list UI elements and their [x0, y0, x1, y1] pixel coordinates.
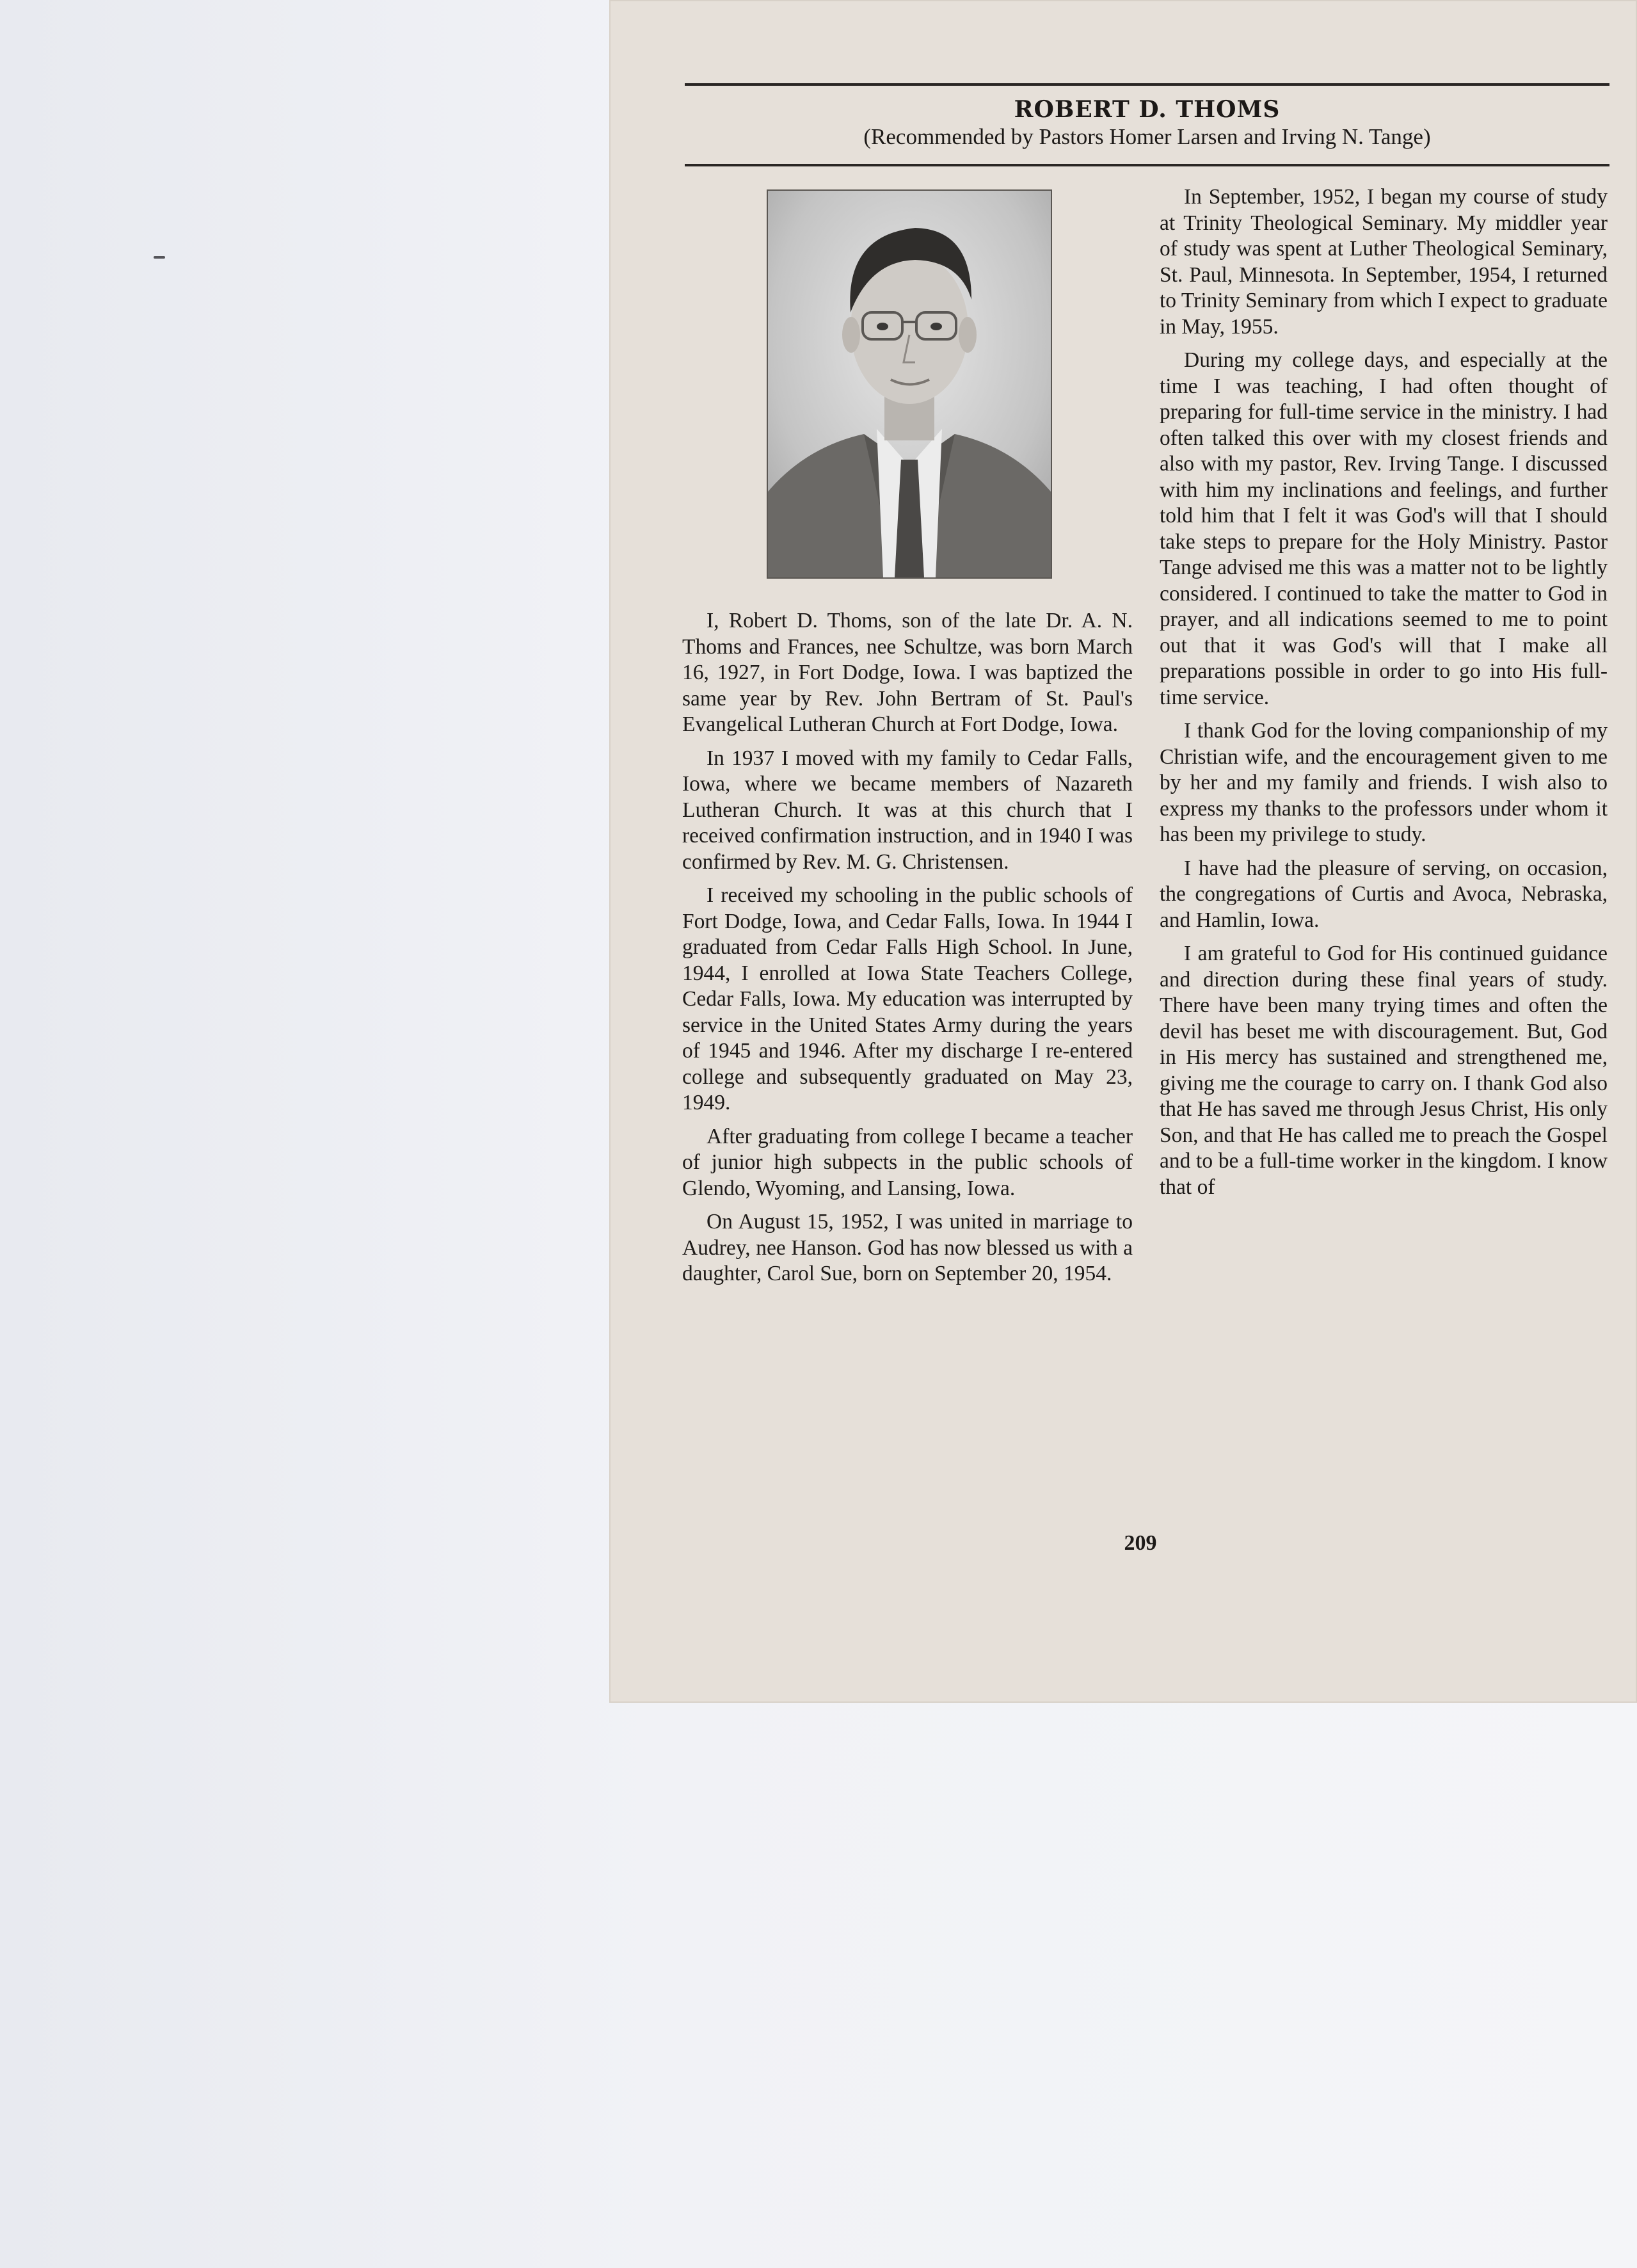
paragraph: In 1937 I moved with my family to Cedar Falls, Iowa, where we became members of Nazareth Lutheran Church. It was at this church that I received confirmation instruction, and in 1940 I was confirmed by Rev. M. G. Christensen.: [682, 746, 1133, 874]
paragraph: I received my schooling in the public schools of Fort Dodge, Iowa, and Cedar Falls, Iowa. In 1944 I graduated from Cedar Falls High School. In June, 1944, I enrolled at Iowa State Teachers College, Cedar Falls, Iowa. My education was interrupted by service in the United States Army during the years of 1945 and 1946. After my discharge I re-entered college and subsequently graduated on May 23, 1949.: [682, 883, 1133, 1114]
portrait-photo-icon: [768, 191, 1051, 577]
header-rule-top: [685, 83, 1609, 86]
right-column: [1160, 184, 1608, 1208]
paragraph: I thank God for the loving companionship of my Christian wife, and the encouragement given to me by her and my family and friends. I wish also to express my thanks to the professors under whom it has been my privilege to study.: [1160, 719, 1608, 846]
paragraph: In September, 1952, I began my course of study at Trinity Theological Seminary. My middler year of study was spent at Luther Theological Seminary, St. Paul, Minnesota. In September, 1954, I returned to Trinity Seminary from which I expect to graduate in May, 1955.: [1160, 185, 1608, 339]
paragraph: I am grateful to God for His continued guidance and direction during these final years of study. There have been many trying times and often the devil has beset me with discouragement. But, God in His mercy has sustained and strengthened me, giving me the courage to carry on. I thank God also that He has saved me through Jesus Christ, His only Son, and that He has called me to preach the Gospel and to be a full-time worker in the kingdom. I know that of: [1160, 942, 1608, 1199]
paragraph: On August 15, 1952, I was united in marriage to Audrey, nee Hanson. God has now blessed us with a daughter, Carol Sue, born on September 20, 1954.: [682, 1210, 1133, 1285]
article-title: ROBERT D. THOMS: [1014, 96, 1281, 123]
portrait-photo: [767, 189, 1052, 579]
scan-mark: [154, 256, 165, 259]
header-rule-bottom: [685, 164, 1609, 166]
paragraph: During my college days, and especially at the time I was teaching, I had often thought of preparing for full-time service in the ministry. I had often talked this over with my closest friends and also with my pastor, Rev. Irving Tange. I discussed with him my inclinations and feelings, and further told him that I felt it was God's will that I should take steps to prepare for the Holy Ministry. Pastor Tange advised me this was a matter not to be lightly considered. I continued to take the matter to God in prayer, and all indications seemed to me to point out that it was God's will that I make all preparations possible in order to go into His full-time service.: [1160, 348, 1608, 709]
paragraph: After graduating from college I became a teacher of junior high subpects in the public schools of Glendo, Wyoming, and Lansing, Iowa.: [682, 1124, 1133, 1200]
paragraph: I, Robert D. Thoms, son of the late Dr. A. N. Thoms and Frances, nee Schultze, was born March 16, 1927, in Fort Dodge, Iowa. I was baptized the same year by Rev. John Bertram of St. Paul's Evangelical Lutheran Church at Fort Dodge, Iowa.: [682, 609, 1133, 736]
paragraph: I have had the pleasure of serving, on occasion, the congregations of Curtis and Avoca, Nebraska, and Hamlin, Iowa.: [1160, 856, 1608, 932]
article-subtitle: (Recommended by Pastors Homer Larsen and Irving N. Tange): [863, 124, 1431, 149]
left-column: [682, 608, 1133, 1295]
page-number: 209: [1124, 1531, 1157, 1555]
